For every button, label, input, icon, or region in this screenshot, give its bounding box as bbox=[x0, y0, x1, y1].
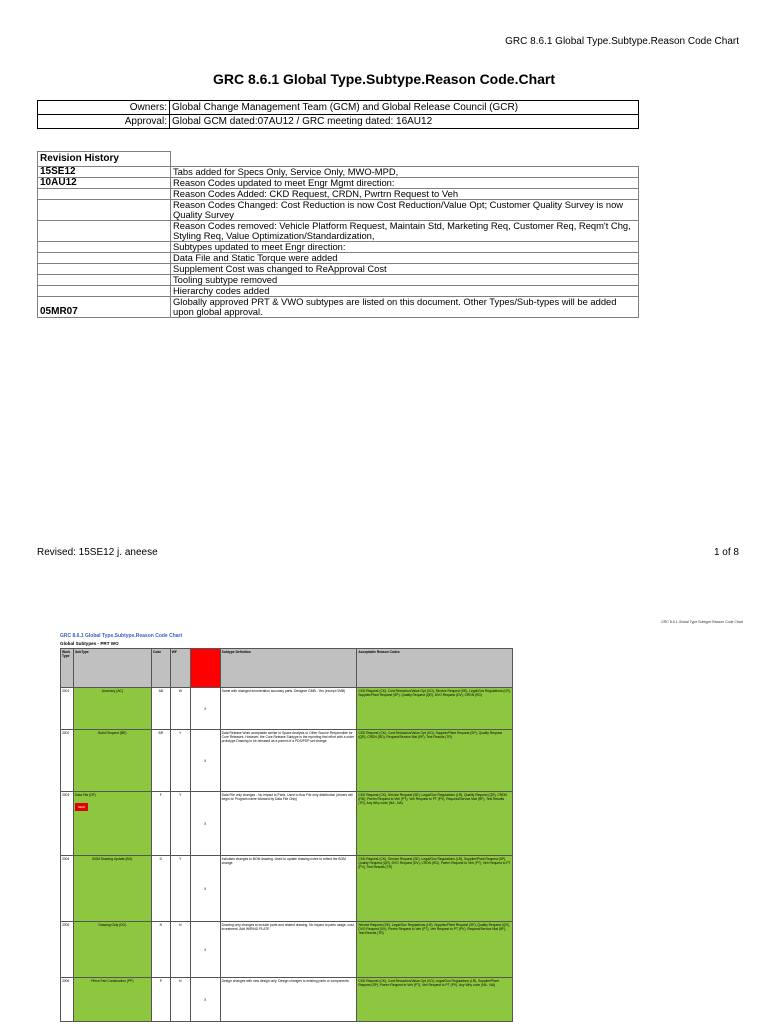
subtype-name bbox=[73, 922, 151, 978]
workflow-flag-text: N bbox=[179, 923, 182, 927]
owners-table bbox=[37, 100, 639, 129]
approval-mark bbox=[190, 978, 220, 1022]
page2-title: GRC 8.6.1 Global Type.Subtype.Reason Code Chart bbox=[60, 633, 183, 639]
subtype-row bbox=[61, 792, 513, 856]
subtype-letter-text: P bbox=[159, 979, 162, 983]
revision-row bbox=[38, 200, 639, 221]
revision-text: Reason Codes removed: Vehicle Platform Request, Maintain Std, Marketing Req, Customer Req, Reqm't Chg, Styling Req, Value Optimization/Standardization, bbox=[171, 221, 639, 242]
subtype-row bbox=[61, 922, 513, 978]
revision-date bbox=[38, 200, 171, 221]
subtype-name-text: Drawing Only (DO) bbox=[98, 923, 127, 927]
workflow-flag-text: Y bbox=[179, 793, 182, 797]
approval-row bbox=[38, 115, 639, 129]
reason-codes bbox=[357, 978, 513, 1022]
subtype-code bbox=[61, 856, 74, 922]
subtype-letter bbox=[151, 792, 170, 856]
subtype-definition-text: Same with changed enumeration accuracy parts. Designer GMB - Yes (except GMB) bbox=[221, 689, 346, 693]
subtype-name bbox=[73, 730, 151, 792]
approval-mark bbox=[190, 792, 220, 856]
approval-mark bbox=[190, 688, 220, 730]
subtype-name bbox=[73, 792, 151, 856]
revision-date: 10AU12 bbox=[38, 178, 171, 189]
revision-text: Data File and Static Torque were added bbox=[171, 253, 639, 264]
workflow-flag bbox=[170, 730, 190, 792]
workflow-flag bbox=[170, 922, 190, 978]
reason-codes-text: CKD Request (CK), Cost Reduction/Value Opt (VO), Legal/Gov Regulations (LR), Supplier/Plant Request (SP), Pwrtrn Request to Veh (PT), Veh Request to PT (PV), Any Why code (NA - NA) bbox=[358, 979, 499, 987]
revised-footer: Revised: 15SE12 j. aneese bbox=[37, 547, 158, 558]
subtype-row bbox=[61, 730, 513, 792]
subtype-definition-text: Design changes with new design only. Design changes to existing parts or components. bbox=[221, 979, 350, 983]
approval-mark-text: X bbox=[204, 997, 207, 1002]
subtype-definition-text: Drawing only changes to include parts and related drawing. No impact to parts usage, cost, investment. Add WIRING PLATE bbox=[221, 923, 355, 931]
owners-value: Global Change Management Team (GCM) and Global Release Council (GCR) bbox=[170, 101, 639, 115]
subtype-grid bbox=[60, 648, 513, 1022]
grid-header-row bbox=[61, 649, 513, 688]
subtype-definition bbox=[220, 792, 357, 856]
approval-value: Global GCM dated:07AU12 / GRC meeting dated: 16AU12 bbox=[170, 115, 639, 129]
subtype-letter bbox=[151, 856, 170, 922]
subtype-code bbox=[61, 792, 74, 856]
subtype-row bbox=[61, 978, 513, 1022]
subtype-code-text: 3003 bbox=[62, 793, 70, 797]
revision-row bbox=[38, 167, 639, 178]
col-flag bbox=[190, 649, 220, 688]
subtype-letter-text: N bbox=[159, 923, 162, 927]
revision-text: Supplement Cost was changed to ReApproval Cost bbox=[171, 264, 639, 275]
reason-codes bbox=[357, 792, 513, 856]
reason-codes-text: Service Request (SE), Legal/Gov Regulations (LR), Supplier/Plant Request (SP), Quality Request (QR), DVO Request (DV), Pwrtrn Request to Veh (PT), Veh Request to PT (PV), Request/Service Mat (RF), Test Results (TR) bbox=[358, 923, 510, 935]
revision-row bbox=[38, 286, 639, 297]
subtype-name bbox=[73, 688, 151, 730]
subtype-definition bbox=[220, 730, 357, 792]
approval-mark bbox=[190, 730, 220, 792]
revision-date bbox=[38, 253, 171, 264]
workflow-flag bbox=[170, 978, 190, 1022]
revision-heading-row bbox=[38, 152, 639, 167]
col-subtype: SubType bbox=[73, 649, 151, 688]
workflow-flag bbox=[170, 792, 190, 856]
page2-running-header: GRC 8.6.1 Global Type.Subtype.Reason Code Chart bbox=[661, 620, 743, 624]
workflow-flag bbox=[170, 688, 190, 730]
revision-row bbox=[38, 253, 639, 264]
revision-text: Reason Codes Added: CKD Request, CRDN, Pwrtrn Request to Veh bbox=[171, 189, 639, 200]
document-title: GRC 8.6.1 Global Type.Subtype.Reason Code.Chart bbox=[212, 71, 556, 87]
revision-date bbox=[38, 286, 171, 297]
subtype-letter bbox=[151, 730, 170, 792]
subtype-letter-text: D bbox=[159, 857, 162, 861]
revision-date bbox=[38, 242, 171, 253]
approval-mark bbox=[190, 922, 220, 978]
col-code: Code bbox=[151, 649, 170, 688]
revision-text: Hierarchy codes added bbox=[171, 286, 639, 297]
reason-codes-text: CKD Request (CK), Cost Reduction/Value Opt (VO), Supplier/Plant Request (SP), Quality Request (QR), CRDN (RD), Request/Service Mat (RF), Test Results (TR) bbox=[358, 731, 503, 739]
approval-mark-text: X bbox=[204, 947, 207, 952]
subtype-row bbox=[61, 688, 513, 730]
revision-row bbox=[38, 189, 639, 200]
subtype-definition bbox=[220, 922, 357, 978]
subtype-row bbox=[61, 856, 513, 922]
col-worktype: Work Type bbox=[61, 649, 74, 688]
revision-text: Reason Codes Changed: Cost Reduction is now Cost Reduction/Value Opt; Customer Quality Survey is now Quality Survey bbox=[171, 200, 639, 221]
subtype-name-text: BOM Drawing Update (BO) bbox=[92, 857, 133, 861]
workflow-flag-text: Y bbox=[179, 731, 182, 735]
subtype-code-text: 3001 bbox=[62, 689, 70, 693]
subtype-code bbox=[61, 922, 74, 978]
revision-date bbox=[38, 264, 171, 275]
subtype-code bbox=[61, 730, 74, 792]
subtype-letter bbox=[151, 688, 170, 730]
col-wf: WF bbox=[170, 649, 190, 688]
subtype-name-text: Data File (DF) bbox=[74, 793, 96, 797]
running-header: GRC 8.6.1 Global Type.Subtype.Reason Code Chart bbox=[505, 36, 739, 47]
workflow-flag-text: W bbox=[178, 689, 182, 693]
reason-codes bbox=[357, 730, 513, 792]
page2-subtitle: Global Subtypes - PRT WO bbox=[60, 641, 119, 646]
revision-text: Tooling subtype removed bbox=[171, 275, 639, 286]
reason-codes-text: CKD Request (CK), Service Request (SE), Legal/Gov Regulations (LR), Supplier/Plant Request (SP), Quality Request (QR), DVO Request (DV), CRDN (RD), Pwrtrn Request to Veh (PT), Veh Request to PT (PV), Test Results (TR) bbox=[358, 857, 511, 869]
revision-row bbox=[38, 178, 639, 189]
reason-codes-text: CKD Request (CK), Cost Reduction/Value Opt (VO), Service Request (SE), Legal/Gov Regulations (LR), Supplier/Plant Request (SP), Quality Request (QR), DVO Request (DV), CRDN (RD) bbox=[358, 689, 511, 697]
subtype-name bbox=[73, 978, 151, 1022]
approval-mark bbox=[190, 856, 220, 922]
subtype-letter-text: BR bbox=[158, 731, 164, 735]
subtype-definition-text: Data File only changes - No impact to Parts. Used to flow File only distribution (drivers will begin w/ Program name followed by Data File Only) bbox=[221, 793, 353, 801]
revision-rows bbox=[38, 167, 639, 318]
subtype-name bbox=[73, 856, 151, 922]
revision-date bbox=[38, 189, 171, 200]
revision-row bbox=[38, 275, 639, 286]
owners-label: Owners: bbox=[38, 101, 170, 115]
subtype-letter-text: AB bbox=[158, 689, 163, 693]
subtype-definition-text: Data Release Work acceptable similar to Space Analysis or Other Source Responsible for Core Releases. However, the Core Release Subtype is the reporting first effort with a order prototype Drawing to be released as a parent of a PDS/PDP set change. bbox=[221, 731, 355, 743]
workflow-flag-text: N bbox=[179, 979, 182, 983]
subtype-letter bbox=[151, 922, 170, 978]
workflow-flag-text: Y bbox=[179, 857, 182, 861]
subtype-code-text: 3004 bbox=[62, 857, 70, 861]
revision-row bbox=[38, 264, 639, 275]
workflow-flag bbox=[170, 856, 190, 922]
col-definition: Subtype Definition bbox=[220, 649, 357, 688]
revision-row bbox=[38, 221, 639, 242]
reason-codes bbox=[357, 688, 513, 730]
subtype-code-text: 3006 bbox=[62, 979, 70, 983]
revision-text: Subtypes updated to meet Engr direction: bbox=[171, 242, 639, 253]
new-tag: NEW bbox=[75, 803, 88, 811]
col-reasons: Acceptable Reason Codes bbox=[357, 649, 513, 688]
revision-history-table bbox=[37, 151, 639, 318]
revision-date: 15SE12 bbox=[38, 167, 171, 178]
grid-rows bbox=[61, 688, 513, 1022]
subtype-code-text: 3005 bbox=[62, 923, 70, 927]
subtype-definition bbox=[220, 978, 357, 1022]
subtype-letter bbox=[151, 978, 170, 1022]
approval-mark-text: X bbox=[204, 706, 207, 711]
revision-history-heading: Revision History bbox=[38, 152, 171, 167]
revision-date: 05MR07 bbox=[38, 297, 171, 318]
approval-mark-text: X bbox=[204, 886, 207, 891]
approval-mark-text: X bbox=[204, 758, 207, 763]
revision-text: Tabs added for Specs Only, Service Only, MWO-MPD, bbox=[171, 167, 639, 178]
reason-codes-text: CKD Request (CK), Service Request (SE), Legal/Gov Regulations (LR), Quality Request (QR), CRDN (RD), Pwrtrn Request to Veh (PT), Veh Request to PT (PV), Request/Service Mat (RF), Test Results (TR), Any Why code (NA - NA) bbox=[358, 793, 507, 805]
revision-date bbox=[38, 275, 171, 286]
page-number: 1 of 8 bbox=[713, 547, 739, 558]
approval-label: Approval: bbox=[38, 115, 170, 129]
revision-row bbox=[38, 297, 639, 318]
subtype-name-text: Build Request (BR) bbox=[98, 731, 127, 735]
revision-text: Reason Codes updated to meet Engr Mgmt direction: bbox=[171, 178, 639, 189]
subtype-letter-text: F bbox=[159, 793, 162, 797]
subtype-definition bbox=[220, 688, 357, 730]
subtype-name-text: Accuracy (AC) bbox=[101, 689, 124, 693]
revision-row bbox=[38, 242, 639, 253]
subtype-code bbox=[61, 688, 74, 730]
subtype-name-text: Piece Part Construction (PP) bbox=[91, 979, 134, 983]
reason-codes bbox=[357, 856, 513, 922]
owners-row bbox=[38, 101, 639, 115]
reason-codes bbox=[357, 922, 513, 978]
revision-date bbox=[38, 221, 171, 242]
subtype-definition bbox=[220, 856, 357, 922]
subtype-code bbox=[61, 978, 74, 1022]
subtype-code-text: 3002 bbox=[62, 731, 70, 735]
revision-text: Globally approved PRT & VWO subtypes are listed on this document. Other Types/Sub-types will be added upon global approval. bbox=[171, 297, 639, 318]
subtype-definition-text: Indicates changes to BOM drawing. Used to update drawing notes to reflect the BOM change. bbox=[221, 857, 346, 865]
approval-mark-text: X bbox=[204, 821, 207, 826]
